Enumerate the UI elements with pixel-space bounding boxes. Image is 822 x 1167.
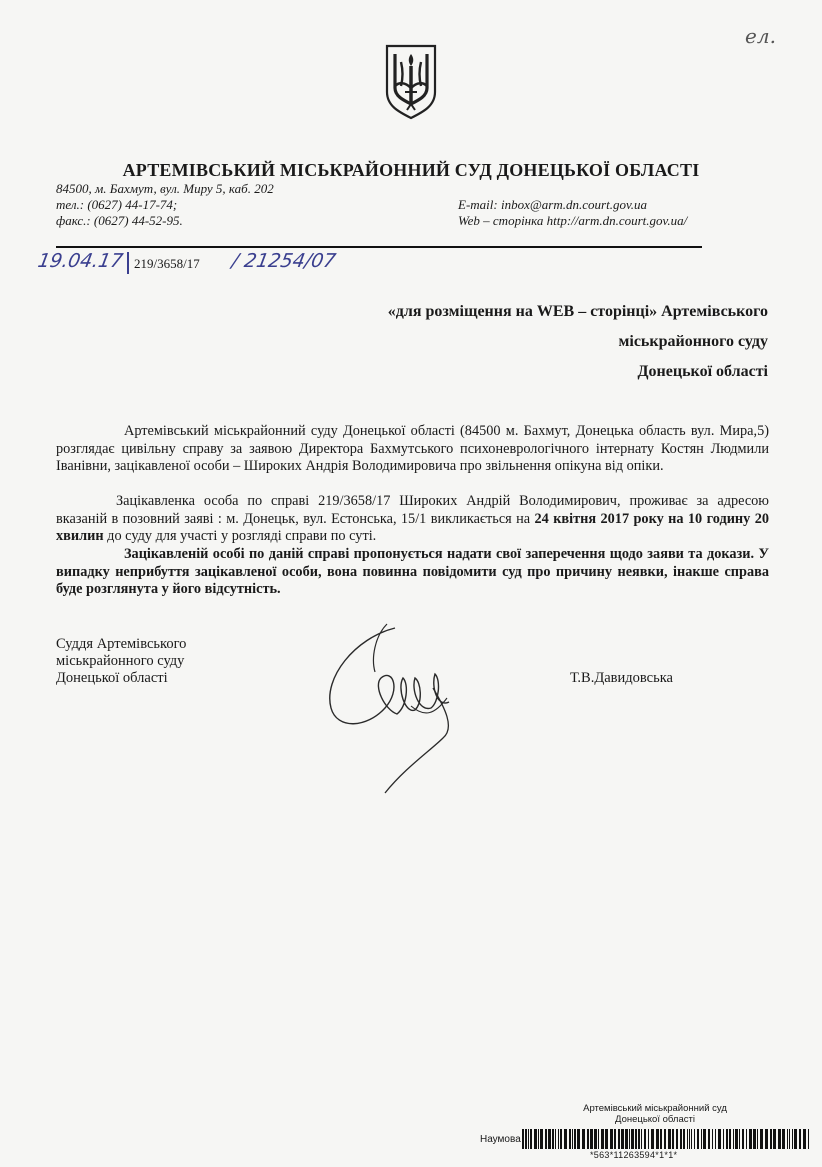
body-paragraph-1: Артемівський міськрайонний суду Донецької області (84500 м. Бахмут, Донецька область вул. Мира,5) розглядає цивільну справу за заявою Директора Бахмутського психоневрологічного інтернату Костян Людмили Іванівни, зацікавленої особи – Широких Андрія Володимировича про звільнення опікуна від опіки. bbox=[56, 423, 769, 475]
barcode-bar bbox=[545, 1129, 547, 1149]
barcode-bar bbox=[522, 1129, 524, 1149]
barcode-bar bbox=[621, 1129, 624, 1149]
barcode-bar bbox=[540, 1129, 543, 1149]
barcode-bar bbox=[729, 1129, 731, 1149]
handwritten-date: 19.04.17 bbox=[36, 250, 125, 272]
body-paragraph-2-text-a: Зацікавленка особа по справі 219/3658/17 Широких Андрій Володимирович, проживає за адресою вказаній в позовний заяві : м. Донецьк, вул. Естонська, 15/1 викликається на bbox=[56, 493, 769, 527]
header-divider bbox=[56, 246, 702, 248]
judge-signature bbox=[315, 618, 485, 803]
barcode-bar bbox=[735, 1129, 738, 1149]
corner-handwritten-mark: ел. bbox=[745, 24, 776, 48]
barcode-bar bbox=[610, 1129, 613, 1149]
barcode-bar bbox=[548, 1129, 551, 1149]
clerk-name: Наумова bbox=[480, 1134, 521, 1145]
barcode-bar bbox=[587, 1129, 589, 1149]
barcode-bar bbox=[773, 1129, 776, 1149]
barcode-bar bbox=[635, 1129, 637, 1149]
barcode-bar bbox=[808, 1129, 809, 1149]
barcode-bar bbox=[528, 1129, 529, 1149]
barcode-bar bbox=[749, 1129, 752, 1149]
barcode-bar bbox=[641, 1129, 642, 1149]
barcode-bar bbox=[590, 1129, 593, 1149]
barcode-bar bbox=[718, 1129, 721, 1149]
stamp-court-line-1: Артемівський міськрайонний суд bbox=[583, 1103, 727, 1114]
barcode-bar bbox=[770, 1129, 772, 1149]
barcode-bar bbox=[803, 1129, 806, 1149]
barcode-bar bbox=[530, 1129, 532, 1149]
barcode-bar bbox=[742, 1129, 744, 1149]
barcode-bar bbox=[648, 1129, 649, 1149]
barcode-bar bbox=[789, 1129, 790, 1149]
barcode-bar bbox=[672, 1129, 674, 1149]
barcode-bar bbox=[782, 1129, 785, 1149]
judge-title-line-3: Донецької області bbox=[56, 670, 168, 686]
barcode-bar bbox=[558, 1129, 559, 1149]
placement-line-3: Донецької області bbox=[637, 363, 768, 380]
court-phone: тел.: (0627) 44-17-74; bbox=[56, 197, 178, 212]
barcode-bar bbox=[723, 1129, 724, 1149]
barcode-bar bbox=[760, 1129, 763, 1149]
barcode-bar bbox=[598, 1129, 599, 1149]
barcode-bar bbox=[574, 1129, 576, 1149]
barcode-bar bbox=[572, 1129, 573, 1149]
placement-line-2: міськрайонного суду bbox=[618, 333, 768, 350]
barcode-bar bbox=[726, 1129, 728, 1149]
barcode-bar bbox=[569, 1129, 571, 1149]
barcode-bar bbox=[601, 1129, 604, 1149]
judge-title-line-2: міськрайонного суду bbox=[56, 653, 185, 669]
stamp-court-line-2: Донецької області bbox=[615, 1114, 695, 1125]
barcode bbox=[522, 1129, 812, 1149]
court-fax: факс.: (0627) 44-52-95. bbox=[56, 213, 183, 228]
court-address: 84500, м. Бахмут, вул. Миру 5, каб. 202 bbox=[56, 181, 274, 196]
barcode-bar bbox=[703, 1129, 706, 1149]
barcode-bar bbox=[644, 1129, 646, 1149]
barcode-bar bbox=[739, 1129, 740, 1149]
barcode-bar bbox=[614, 1129, 616, 1149]
barcode-bar bbox=[733, 1129, 734, 1149]
barcode-bar bbox=[594, 1129, 597, 1149]
barcode-bar bbox=[712, 1129, 713, 1149]
judge-name: Т.В.Давидовська bbox=[570, 670, 673, 686]
barcode-bar bbox=[631, 1129, 634, 1149]
barcode-bar bbox=[694, 1129, 695, 1149]
barcode-bar bbox=[564, 1129, 567, 1149]
barcode-bar bbox=[683, 1129, 685, 1149]
barcode-bar bbox=[656, 1129, 659, 1149]
barcode-bar bbox=[605, 1129, 608, 1149]
barcode-bar bbox=[668, 1129, 671, 1149]
barcode-bar bbox=[701, 1129, 702, 1149]
trident-emblem-icon bbox=[381, 42, 441, 120]
barcode-number: *563*11263594*1*1* bbox=[590, 1150, 678, 1160]
barcode-bar bbox=[757, 1129, 758, 1149]
barcode-bar bbox=[765, 1129, 768, 1149]
barcode-bar bbox=[625, 1129, 628, 1149]
barcode-bar bbox=[799, 1129, 801, 1149]
registration-case-number: 219/3658/17 bbox=[134, 256, 200, 271]
handwritten-separator bbox=[127, 252, 129, 274]
barcode-bar bbox=[664, 1129, 666, 1149]
hearing-datetime: 24 квітня 2017 року на 10 годину 20 хвилин bbox=[56, 510, 769, 545]
judge-title-block bbox=[56, 636, 186, 687]
handwritten-out-number: / 21254/07 bbox=[230, 250, 338, 272]
barcode-bar bbox=[560, 1129, 562, 1149]
body-paragraph-3: Зацікавленій особі по даній справі пропонується надати свої заперечення щодо заяви та докази. У випадку неприбуття зацікавленої особи, вона повинна повідомити суд про причину неявки, інакше справа буде розглянута у його відсутність. bbox=[56, 546, 769, 598]
body-paragraph-2-text-b: до суду для участі у розгляді справи по суті. bbox=[103, 528, 377, 545]
barcode-bar bbox=[651, 1129, 654, 1149]
barcode-bar bbox=[792, 1129, 793, 1149]
barcode-bar bbox=[708, 1129, 710, 1149]
barcode-bar bbox=[715, 1129, 716, 1149]
barcode-bar bbox=[577, 1129, 580, 1149]
barcode-bar bbox=[753, 1129, 756, 1149]
court-web: Web – сторінка http://arm.dn.court.gov.ua/ bbox=[458, 213, 688, 228]
barcode-bar bbox=[629, 1129, 630, 1149]
barcode-bar bbox=[534, 1129, 537, 1149]
barcode-bar bbox=[787, 1129, 788, 1149]
barcode-bar bbox=[552, 1129, 554, 1149]
barcode-bar bbox=[660, 1129, 662, 1149]
barcode-bar bbox=[676, 1129, 678, 1149]
placement-line-1: «для розміщення на WEB – сторінці» Артемівського bbox=[387, 303, 768, 320]
barcode-bar bbox=[618, 1129, 620, 1149]
barcode-bar bbox=[691, 1129, 692, 1149]
barcode-bar bbox=[697, 1129, 699, 1149]
barcode-bar bbox=[582, 1129, 585, 1149]
barcode-bar bbox=[778, 1129, 781, 1149]
body-paragraph-2 bbox=[56, 493, 769, 546]
barcode-bar bbox=[638, 1129, 640, 1149]
barcode-bar bbox=[525, 1129, 527, 1149]
judge-title-line-1: Суддя Артемівського bbox=[56, 636, 187, 652]
barcode-bar bbox=[746, 1129, 747, 1149]
barcode-bar bbox=[794, 1129, 797, 1149]
barcode-bar bbox=[538, 1129, 539, 1149]
court-title: АРТЕМІВСЬКИЙ МІСЬКРАЙОННИЙ СУД ДОНЕЦЬКОЇ ОБЛАСТІ bbox=[122, 160, 700, 180]
barcode-bar bbox=[689, 1129, 690, 1149]
court-email: E-mail: inbox@arm.dn.court.gov.ua bbox=[458, 197, 647, 212]
barcode-bar bbox=[555, 1129, 556, 1149]
barcode-bar bbox=[687, 1129, 688, 1149]
barcode-bar bbox=[680, 1129, 682, 1149]
